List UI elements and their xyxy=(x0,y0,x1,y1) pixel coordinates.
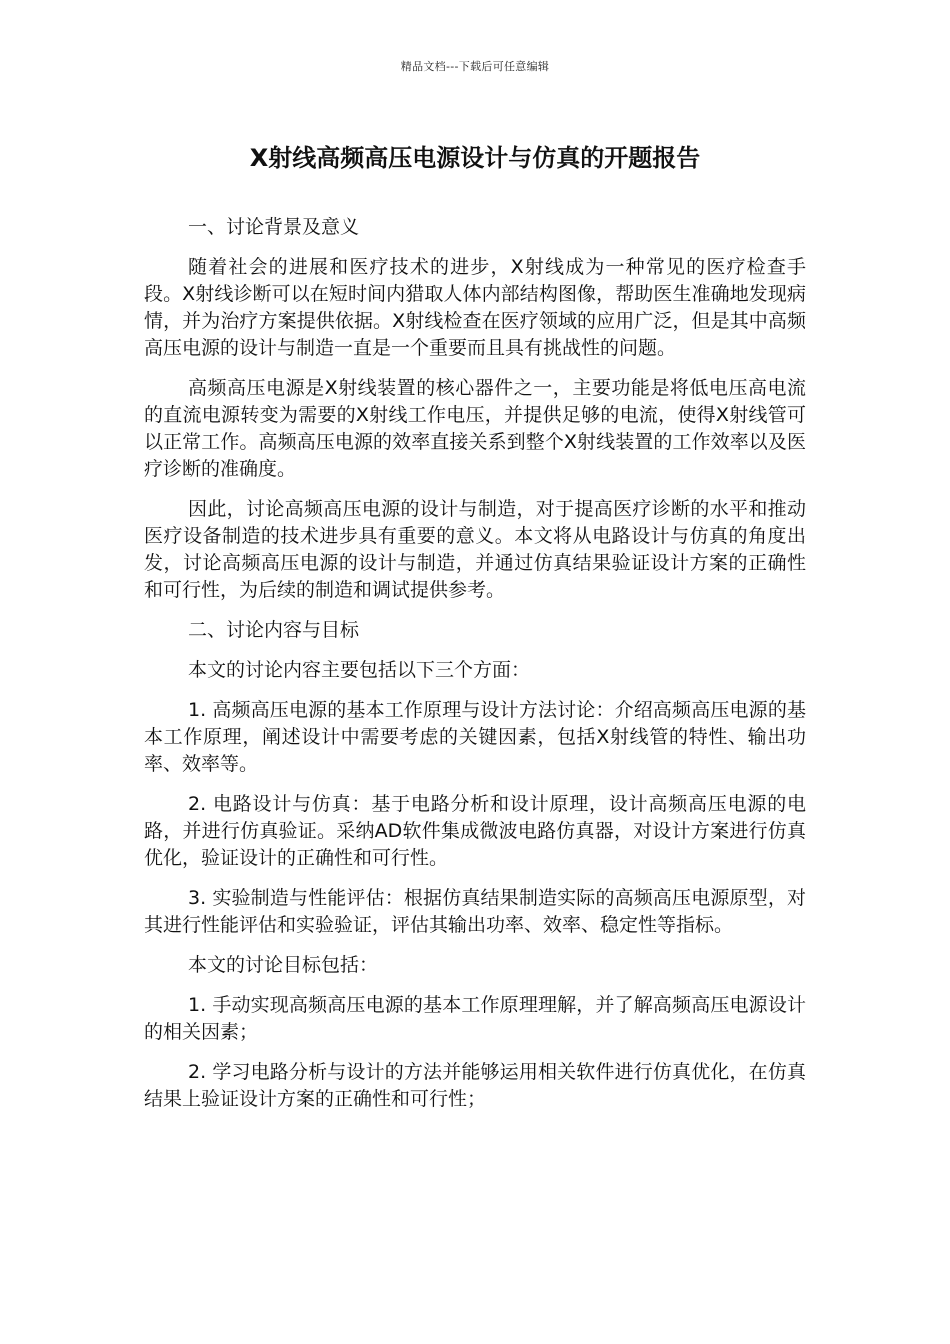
section-2-intro: 本文的讨论内容主要包括以下三个方面： xyxy=(188,659,531,681)
section-1-paragraph-3: 因此，讨论高频高压电源的设计与制造，对于提高医疗诊断的水平和推动医疗设备制造的技术进步具有重要的意义。本文将从电路设计与仿真的角度出发，讨论高频高压电源的设计与制造，并通过仿真结果验证设计方案的正确性和可行性，为后续的制造和调试提供参考。 xyxy=(144,498,806,601)
document-body xyxy=(144,214,806,1126)
section-2-goals-intro: 本文的讨论目标包括： xyxy=(188,954,379,976)
section-2-item-3: 3. 实验制造与性能评估：根据仿真结果制造实际的高频高压电源原型，对其进行性能评估和实验验证，评估其输出功率、效率、稳定性等指标。 xyxy=(144,887,806,936)
section-2-item-1: 1. 高频高压电源的基本工作原理与设计方法讨论：介绍高频高压电源的基本工作原理，阐述设计中需要考虑的关键因素，包括X射线管的特性、输出功率、效率等。 xyxy=(144,699,806,775)
section-1-heading: 一、讨论背景及意义 xyxy=(188,216,360,238)
document-title: X射线高频高压电源设计与仿真的开题报告 xyxy=(249,144,701,172)
section-2-goal-2: 2. 学习电路分析与设计的方法并能够运用相关软件进行仿真优化，在仿真结果上验证设计方案的正确性和可行性； xyxy=(144,1061,806,1110)
section-1-paragraph-1: 随着社会的进展和医疗技术的进步，X射线成为一种常见的医疗检查手段。X射线诊断可以在短时间内猎取人体内部结构图像，帮助医生准确地发现病情，并为治疗方案提供依据。X射线检查在医疗领域的应用广泛，但是其中高频高压电源的设计与制造一直是一个重要而且具有挑战性的问题。 xyxy=(144,256,806,359)
header-note: 精品文档---下载后可任意编辑 xyxy=(400,60,550,73)
section-1-paragraph-2: 高频高压电源是X射线装置的核心器件之一，主要功能是将低电压高电流的直流电源转变为需要的X射线工作电压，并提供足够的电流，使得X射线管可以正常工作。高频高压电源的效率直接关系到整个X射线装置的工作效率以及医疗诊断的准确度。 xyxy=(144,377,806,480)
section-2-item-2: 2. 电路设计与仿真：基于电路分析和设计原理，设计高频高压电源的电路，并进行仿真验证。采纳AD软件集成微波电路仿真器，对设计方案进行仿真优化，验证设计的正确性和可行性。 xyxy=(144,793,806,869)
section-2-heading: 二、讨论内容与目标 xyxy=(188,619,360,641)
section-2-goal-1: 1. 手动实现高频高压电源的基本工作原理理解，并了解高频高压电源设计的相关因素； xyxy=(144,994,806,1043)
